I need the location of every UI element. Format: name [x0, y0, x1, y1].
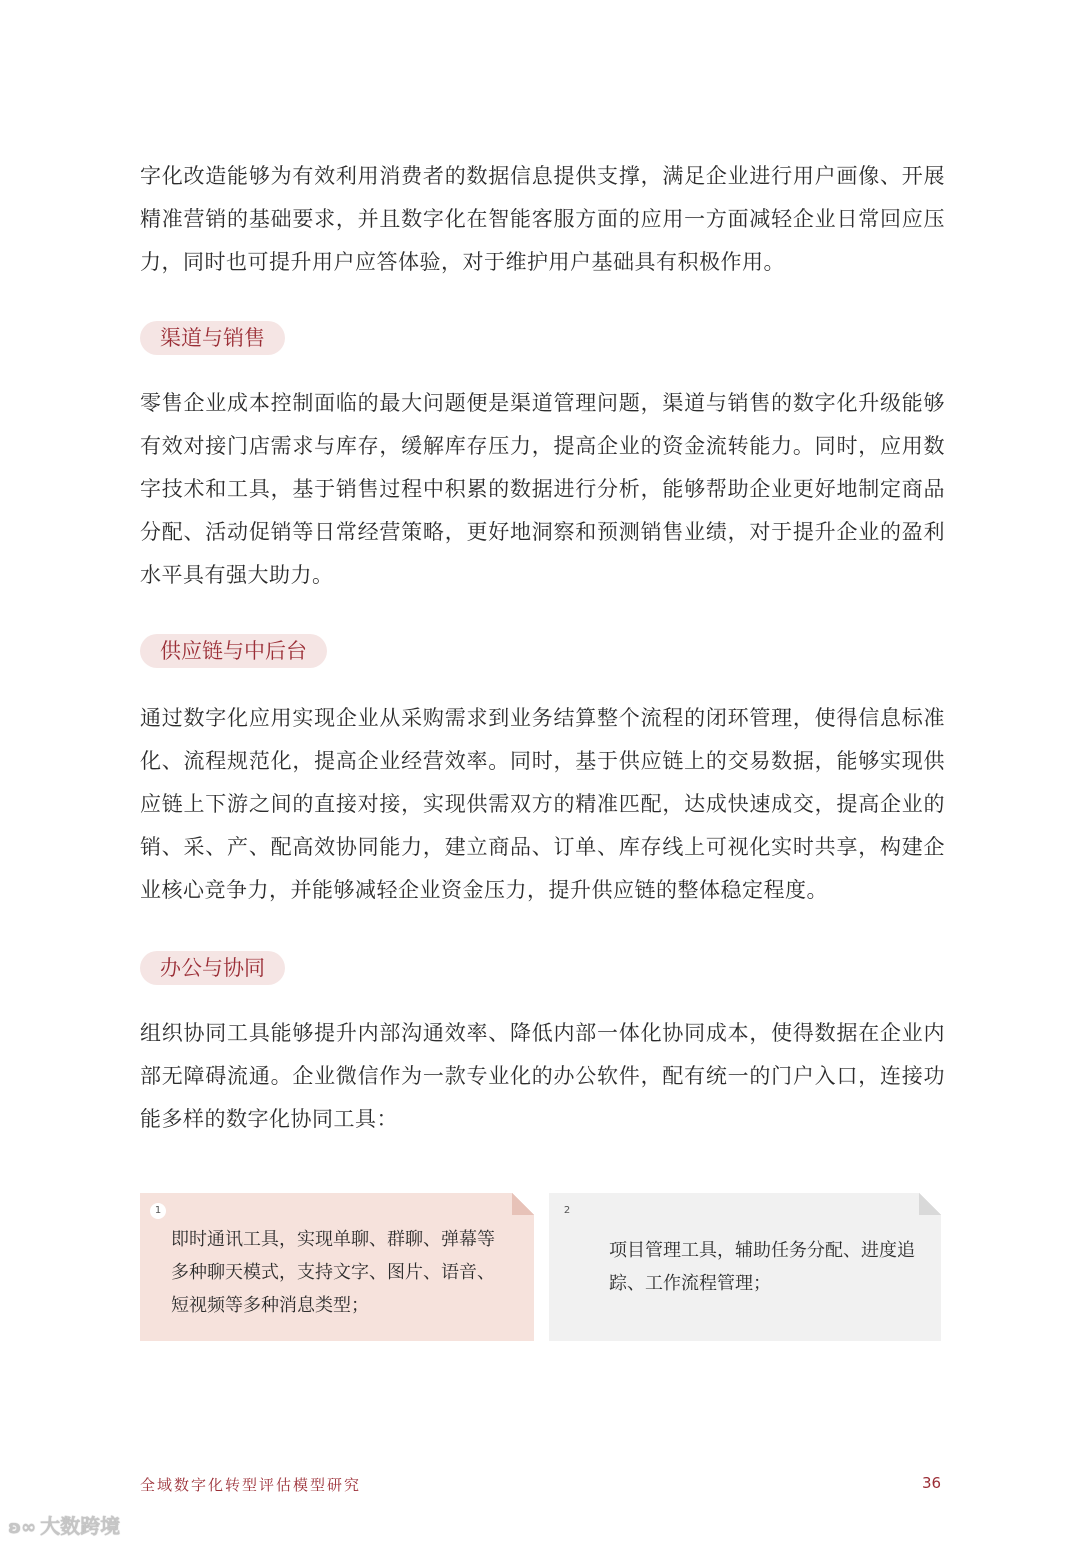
corner-fold-decoration	[919, 1193, 941, 1215]
heading-supply-chain: 供应链与中后台	[140, 634, 327, 668]
footer-report-title: 全域数字化转型评估模型研究	[140, 1476, 362, 1494]
feature-card-1	[140, 1193, 534, 1341]
logo-icon: ʚ∞	[8, 1517, 37, 1538]
card-number-badge: 1	[150, 1203, 166, 1219]
card-text: 项目管理工具，辅助任务分配、进度追踪、工作流程管理；	[609, 1240, 915, 1294]
card-number-badge: 2	[563, 1205, 571, 1216]
supply-paragraph: 通过数字化应用实现企业从采购需求到业务结算整个流程的闭环管理，使得信息标准化、流程规范化，提高企业经营效率。同时，基于供应链上的交易数据，能够实现供应链上下游之间的直接对接，实现供需双方的精准匹配，达成快速成交，提高企业的销、采、产、配高效协同能力，建立商品、订单、库存线上可视化实时共享，构建企业核心竞争力，并能够减轻企业资金压力，提升供应链的整体稳定程度。	[140, 706, 945, 902]
channel-paragraph: 零售企业成本控制面临的最大问题便是渠道管理问题，渠道与销售的数字化升级能够有效对接门店需求与库存，缓解库存压力，提高企业的资金流转能力。同时，应用数字技术和工具，基于销售过程中积累的数据进行分析，能够帮助企业更好地制定商品分配、活动促销等日常经营策略，更好地洞察和预测销售业绩，对于提升企业的盈利水平具有强大助力。	[140, 391, 945, 587]
heading-office-collab: 办公与协同	[140, 951, 285, 985]
intro-paragraph: 字化改造能够为有效利用消费者的数据信息提供支撑，满足企业进行用户画像、开展精准营销的基础要求，并且数字化在智能客服方面的应用一方面减轻企业日常回应压力，同时也可提升用户应答体验，对于维护用户基础具有积极作用。	[140, 164, 945, 274]
corner-fold-decoration	[512, 1193, 534, 1215]
watermark-text: 大数跨境	[40, 1514, 121, 1538]
page-number: 36	[922, 1474, 942, 1492]
feature-card-2	[549, 1193, 941, 1341]
card-text: 即时通讯工具，实现单聊、群聊、弹幕等多种聊天模式，支持文字、图片、语音、短视频等多种消息类型；	[171, 1229, 495, 1316]
watermark	[8, 1510, 120, 1539]
heading-channel-sales: 渠道与销售	[140, 321, 285, 355]
office-paragraph: 组织协同工具能够提升内部沟通效率、降低内部一体化协同成本，使得数据在企业内部无障碍流通。企业微信作为一款专业化的办公软件，配有统一的门户入口，连接功能多样的数字化协同工具：	[140, 1021, 945, 1131]
